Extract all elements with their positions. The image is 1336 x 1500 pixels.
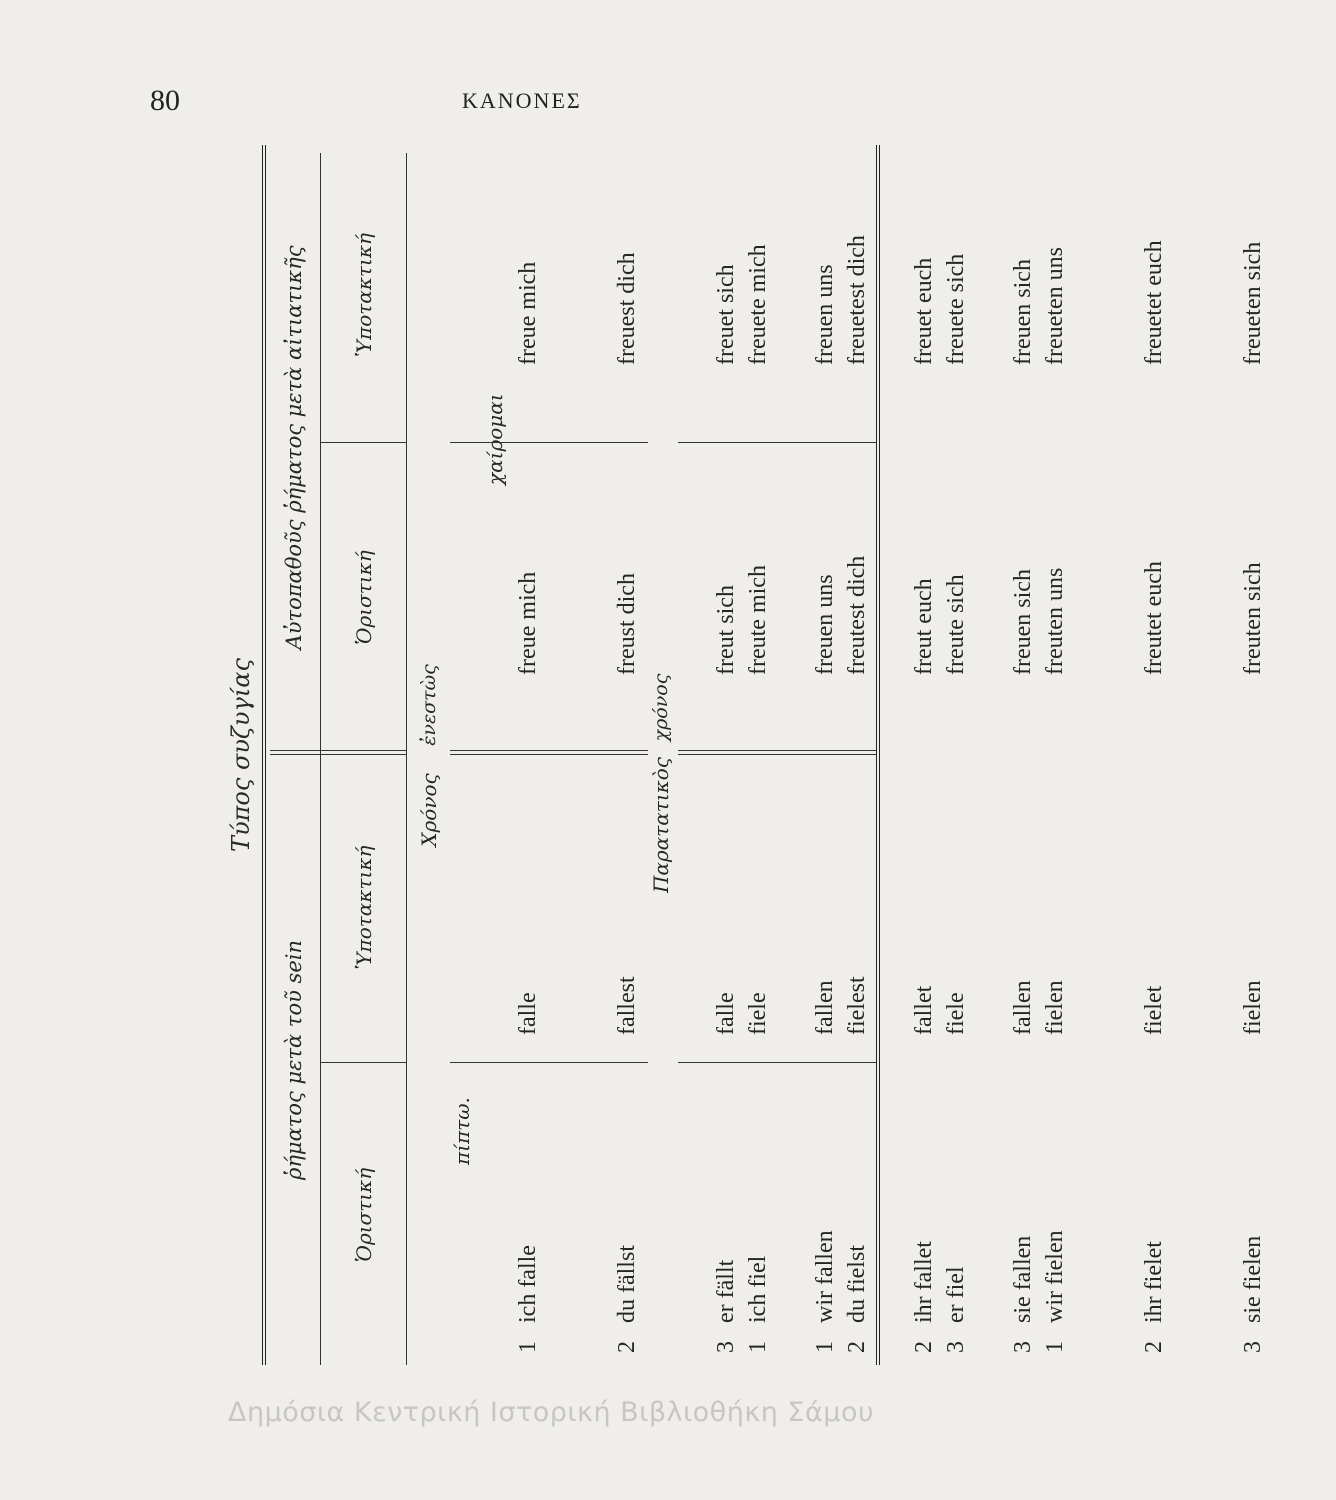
person-number: 1 (515, 1341, 541, 1353)
verb-form: freuete sich (943, 253, 969, 365)
verb-form: freutest dich (844, 555, 870, 675)
verb-form: freut euch (911, 578, 937, 675)
tense-present-label-a: Χρόνος (417, 773, 441, 847)
verb-form: ihr fallet (911, 1241, 937, 1323)
mood-divider-a (320, 1062, 406, 1063)
mood-divider-mid (320, 750, 406, 755)
verb-form: freueten sich (1240, 241, 1266, 365)
verb-form: sie fielen (1240, 1235, 1266, 1323)
present-divider-b (450, 442, 648, 443)
person-numbers-past (676, 1341, 1336, 1363)
verb-form: ich falle (515, 1245, 541, 1323)
verb-form: fiele (943, 992, 969, 1035)
past-divider-mid (678, 750, 876, 755)
rotated-table-body (220, 145, 1266, 1365)
verb-form: freuen uns (812, 264, 838, 365)
verb-form: freuete mich (745, 244, 771, 365)
table-frame (262, 145, 1266, 1365)
past-b-indicative (676, 556, 1336, 675)
verb-form: fallet (911, 985, 937, 1035)
group-b-header: Αὐτοπαθοῦς ῥήματος μετὰ αἰτιατικῆς (282, 245, 306, 650)
person-number: 1 (745, 1341, 771, 1353)
verb-form: freutet euch (1141, 561, 1167, 675)
mood-b-subjunctive: Ὑποτακτική (352, 233, 376, 357)
mood-b-indicative: Ὁριστική (352, 550, 376, 645)
group-divider (270, 750, 320, 755)
verb-b-gloss: χαίρομαι (483, 393, 507, 485)
past-a-subjunctive (676, 976, 1336, 1035)
header-rule-2 (406, 153, 407, 1365)
mood-a-subjunctive: Ὑποτακτική (352, 845, 376, 970)
verb-form: sie fallen (1010, 1235, 1036, 1323)
verb-form: er fiel (943, 1266, 969, 1323)
person-number: 3 (1240, 1341, 1266, 1353)
verb-form: fallest (614, 976, 640, 1035)
verb-form: wir fielen (1042, 1230, 1068, 1323)
tense-past-label-a: Παρατατικὸς (649, 756, 673, 894)
verb-form: fielen (1240, 980, 1266, 1035)
person-number: 3 (713, 1341, 739, 1353)
verb-form: freueten uns (1042, 247, 1068, 365)
table-title: Τύπος συζυγίας (227, 658, 255, 852)
verb-form: freuen uns (812, 574, 838, 675)
library-watermark: Δημόσια Κεντρική Ιστορική Βιβλιοθήκη Σάμου (228, 1397, 875, 1428)
present-divider-mid (450, 750, 648, 755)
verb-form: freue mich (515, 571, 541, 675)
verb-form: fallen (812, 980, 838, 1035)
running-head: ΚΑΝΟΝΕΣ (462, 88, 582, 113)
verb-form: ich fiel (745, 1255, 771, 1323)
verb-form: freute sich (943, 574, 969, 675)
person-number: 1 (1042, 1341, 1068, 1353)
conjugation-table (220, 145, 1266, 1365)
page-number: 80 (150, 84, 180, 117)
person-number: 2 (614, 1341, 640, 1353)
verb-form: freuet euch (911, 257, 937, 365)
verb-a-gloss: πίπτω. (450, 1097, 474, 1165)
verb-form: freuten uns (1042, 567, 1068, 675)
person-number: 2 (911, 1341, 937, 1353)
verb-form: falle (515, 992, 541, 1035)
person-number: 2 (844, 1341, 870, 1353)
tense-present-label-b: ἐνεστὼς (418, 664, 440, 746)
verb-form: fiele (745, 992, 771, 1035)
verb-form: er fällt (713, 1259, 739, 1323)
verb-form: freut sich (713, 585, 739, 675)
tense-past-label-b: χρόνος (650, 673, 672, 742)
verb-form: wir fallen (812, 1230, 838, 1323)
verb-form: fielet (1141, 985, 1167, 1035)
present-divider-a (450, 1062, 648, 1063)
header-rule-1 (320, 153, 321, 1365)
verb-form: freute mich (745, 565, 771, 675)
verb-form: du fielst (844, 1245, 870, 1323)
verb-form: du fällst (614, 1245, 640, 1323)
past-b-subjunctive (676, 235, 1336, 365)
verb-form: freuest dich (614, 252, 640, 365)
verb-form: fielen (1042, 980, 1068, 1035)
verb-form: fallen (1010, 980, 1036, 1035)
verb-form: fielest (844, 976, 870, 1035)
verb-form: ihr fielet (1141, 1241, 1167, 1323)
verb-form: freust dich (614, 573, 640, 675)
past-divider-b (678, 442, 876, 443)
person-number: 1 (812, 1341, 838, 1353)
verb-form: freue mich (515, 261, 541, 365)
mood-divider-b (320, 442, 406, 443)
verb-form: freuet sich (713, 264, 739, 365)
person-number: 2 (1141, 1341, 1167, 1353)
past-divider-a (678, 1062, 876, 1063)
mood-a-indicative: Ὁριστική (352, 1167, 376, 1263)
verb-form: freuetest dich (844, 235, 870, 365)
verb-form: falle (713, 992, 739, 1035)
person-number: 3 (1010, 1341, 1036, 1353)
group-a-header: ῥήματος μετὰ τοῦ sein (282, 940, 306, 1180)
verb-form: freuen sich (1010, 569, 1036, 675)
past-a-indicative (676, 1230, 1336, 1323)
verb-form: freuen sich (1010, 259, 1036, 365)
verb-form: freuten sich (1240, 562, 1266, 675)
verb-form: freuetet euch (1141, 240, 1167, 365)
person-number: 3 (943, 1341, 969, 1353)
